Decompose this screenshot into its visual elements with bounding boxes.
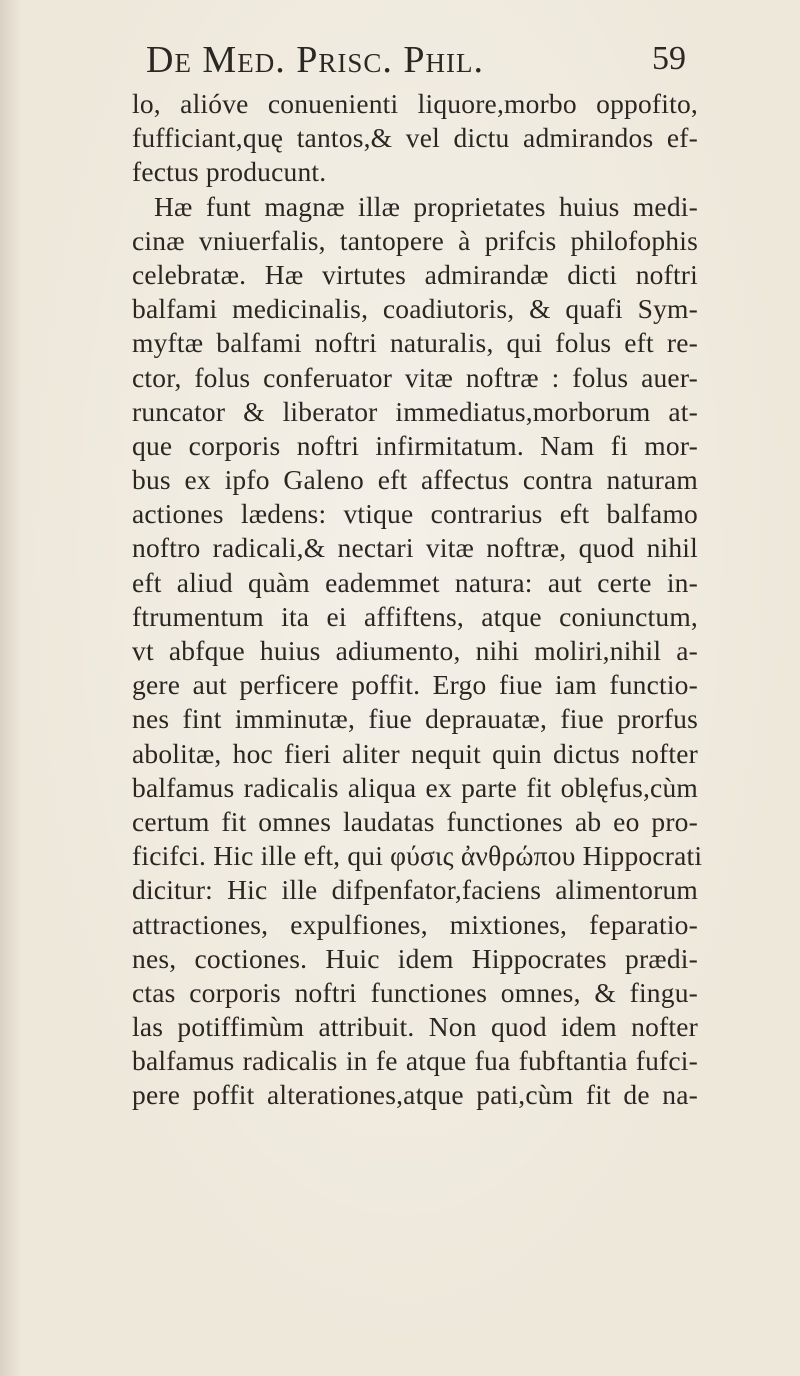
text-line: runcator & liberator immediatus,morborum at- <box>132 395 698 427</box>
text-line: que corporis noftri infirmitatum. Nam fi mor- <box>132 429 698 461</box>
text-line: actiones lædens: vtique contrarius eft balfamo <box>132 498 698 530</box>
text-line: vt abfque huius adiumento, nihi moliri,nihil a- <box>132 635 698 666</box>
text-line: nes, coctiones. Huic idem Hippocrates prædi- <box>132 942 698 974</box>
text-line: cinæ vniuerfalis, tantopere à prifcis philofophis <box>132 224 698 256</box>
text-line: balfamus radicalis in fe atque fua fubftantia fufci- <box>132 1045 698 1077</box>
text-line: eft aliud quàm eademmet natura: aut certe in- <box>132 566 698 598</box>
text-line: dicitur: Hic ille difpenfator,faciens alimentorum <box>132 874 698 906</box>
text-line: balfami medicinalis, coadiutoris, & quafi Sym- <box>132 293 698 325</box>
text-line: abolitæ, hoc fieri aliter nequit quin dictus nofter <box>132 737 698 769</box>
page-header <box>146 38 686 81</box>
text-line: fectus producunt. <box>132 156 327 188</box>
text-line: las potiffimùm attribuit. Non quod idem nofter <box>132 1011 698 1043</box>
text-line: ctor, folus conferuator vitæ noftræ : folus auer- <box>132 361 698 393</box>
text-line: celebratæ. Hæ virtutes admirandæ dicti noftri <box>132 258 698 290</box>
text-line: balfamus radicalis aliqua ex parte fit oblęfus,cùm <box>132 771 698 803</box>
body-text <box>132 87 703 1113</box>
text-line: certum fit omnes laudatas functiones ab eo pro- <box>132 805 698 837</box>
page-gutter-shadow <box>0 0 22 1376</box>
text-line: gere aut perficere poffit. Ergo fiue iam functio- <box>132 669 698 701</box>
text-line: bus ex ipfo Galeno eft affectus contra naturam <box>132 464 698 496</box>
text-line: Hæ funt magnæ illæ proprietates huius medi- <box>154 190 698 222</box>
text-line: attractiones, expulfiones, mixtiones, feparatio- <box>132 908 698 940</box>
text-line: ftrumentum ita ei affiftens, atque coniunctum, <box>132 600 698 632</box>
text-line: fufficiant,quę tantos,& vel dictu admirandos ef- <box>132 122 698 154</box>
text-line: nes fint imminutæ, fiue deprauatæ, fiue prorfus <box>132 703 698 735</box>
text-line: lo, alióve conuenienti liquore,morbo oppofito, <box>132 88 698 119</box>
page-number: 59 <box>652 40 686 77</box>
text-line: pere poffit alterationes,atque pati,cùm fit de na- <box>132 1079 698 1111</box>
running-head: De Med. Prisc. Phil. <box>146 39 484 81</box>
text-line: ficifci. Hic ille eft, qui φύσις ἀνθρώπου Hippocrati <box>132 840 703 872</box>
text-line: myftæ balfami noftri naturalis, qui folus eft re- <box>132 327 698 359</box>
text-line: ctas corporis noftri functiones omnes, & fingu- <box>132 976 698 1008</box>
text-line: noftro radicali,& nectari vitæ noftræ, quod nihil <box>132 532 698 564</box>
